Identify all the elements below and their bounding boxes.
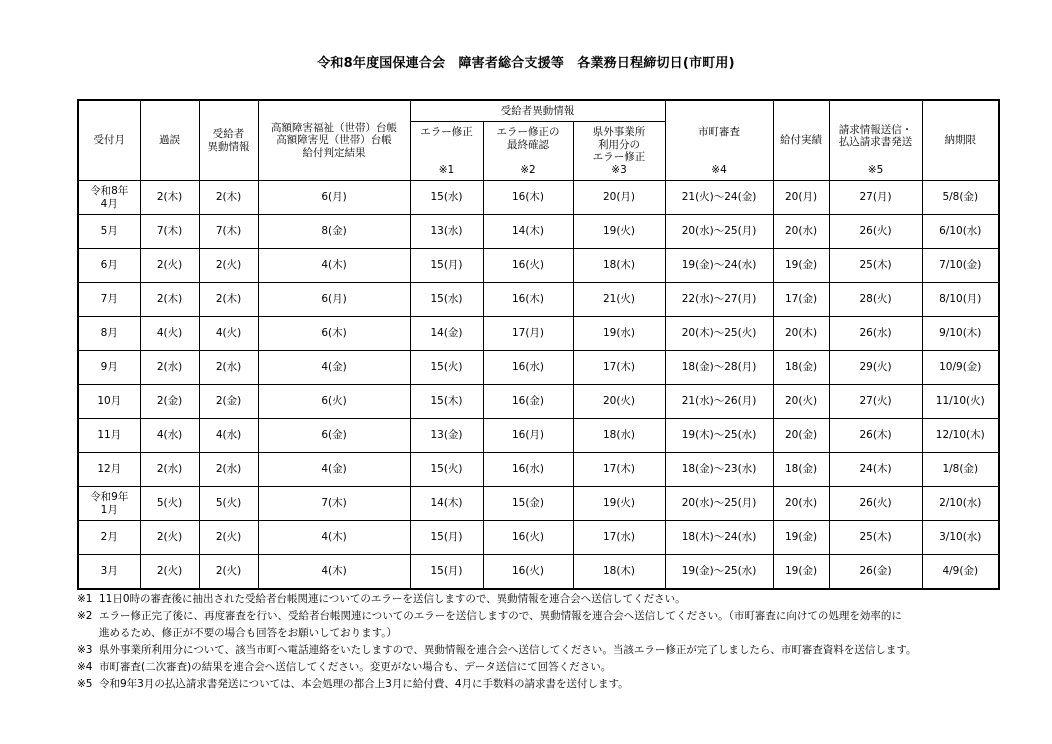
table-row bbox=[78, 419, 999, 453]
header-jukyusha: 受給者 異動情報 bbox=[199, 100, 258, 181]
cell-kogaku: 6(月) bbox=[258, 283, 410, 317]
cell-kyufu: 20(金) bbox=[773, 419, 829, 453]
cell-jukyu: 2(金) bbox=[199, 385, 258, 419]
cell-kogaku: 6(木) bbox=[258, 317, 410, 351]
cell-seikyu: 26(木) bbox=[829, 419, 922, 453]
cell-kyufu: 17(金) bbox=[773, 283, 829, 317]
table-row bbox=[78, 521, 999, 555]
footnote-text: エラー修正完了後に、再度審査を行い、受給者台帳関連についてのエラーを送信しますので、異動情報を連合会へ送信してください。（市町審査に向けての処理を効率的に bbox=[99, 610, 902, 622]
cell-shicho: 21(火)～24(金) bbox=[665, 181, 773, 215]
footnote-mark: ※5 bbox=[77, 678, 93, 690]
cell-final: 16(木) bbox=[483, 283, 573, 317]
header-error-final: エラー修正の 最終確認 ※2 bbox=[483, 122, 573, 181]
cell-kogaku: 4(木) bbox=[258, 521, 410, 555]
header-error-fix: エラー修正 ※1 bbox=[410, 122, 483, 181]
cell-shicho: 19(金)～24(水) bbox=[665, 249, 773, 283]
cell-kyufu: 20(火) bbox=[773, 385, 829, 419]
row-month: 6月 bbox=[78, 249, 140, 283]
cell-noki: 9/10(木) bbox=[922, 317, 999, 351]
cell-jukyu: 2(水) bbox=[199, 453, 258, 487]
footnote-line bbox=[77, 676, 1007, 693]
cell-jukyu: 2(水) bbox=[199, 351, 258, 385]
table-row bbox=[78, 249, 999, 283]
cell-pref: 21(火) bbox=[573, 283, 665, 317]
cell-shicho: 20(木)～25(火) bbox=[665, 317, 773, 351]
header-month: 受付月 bbox=[78, 100, 140, 181]
header-kago: 過誤 bbox=[140, 100, 199, 181]
header-noki: 納期限 bbox=[922, 100, 999, 181]
footnote-line bbox=[77, 625, 1007, 642]
cell-kyufu: 20(水) bbox=[773, 215, 829, 249]
cell-noki: 11/10(火) bbox=[922, 385, 999, 419]
cell-shicho: 18(木)～24(水) bbox=[665, 521, 773, 555]
cell-jukyu: 5(火) bbox=[199, 487, 258, 521]
cell-err: 13(水) bbox=[410, 215, 483, 249]
table-row bbox=[78, 317, 999, 351]
cell-kogaku: 4(木) bbox=[258, 555, 410, 590]
cell-seikyu: 29(火) bbox=[829, 351, 922, 385]
cell-err: 15(月) bbox=[410, 521, 483, 555]
row-month: 9月 bbox=[78, 351, 140, 385]
cell-shicho: 20(水)～25(月) bbox=[665, 215, 773, 249]
header-pref-out: 県外事業所 利用分の エラー修正 ※3 bbox=[573, 122, 665, 181]
row-month: 令和9年 1月 bbox=[78, 487, 140, 521]
cell-err: 15(水) bbox=[410, 283, 483, 317]
cell-noki: 4/9(金) bbox=[922, 555, 999, 590]
cell-final: 16(火) bbox=[483, 521, 573, 555]
cell-seikyu: 25(木) bbox=[829, 521, 922, 555]
table-row bbox=[78, 385, 999, 419]
footnotes bbox=[77, 591, 1007, 693]
schedule-body bbox=[78, 181, 999, 590]
cell-jukyu: 4(水) bbox=[199, 419, 258, 453]
row-month: 5月 bbox=[78, 215, 140, 249]
cell-seikyu: 26(火) bbox=[829, 487, 922, 521]
footnote-line bbox=[77, 659, 1007, 676]
table-row bbox=[78, 555, 999, 590]
footnote-text: 11日0時の審査後に抽出された受給者台帳関連についてのエラーを送信しますので、異動情報を連合会へ送信してください。 bbox=[99, 593, 686, 605]
footnote-mark: ※3 bbox=[77, 644, 93, 656]
cell-kago: 2(金) bbox=[140, 385, 199, 419]
cell-pref: 17(水) bbox=[573, 521, 665, 555]
cell-noki: 7/10(金) bbox=[922, 249, 999, 283]
cell-pref: 18(木) bbox=[573, 249, 665, 283]
cell-noki: 12/10(木) bbox=[922, 419, 999, 453]
cell-err: 15(月) bbox=[410, 555, 483, 590]
cell-kago: 2(水) bbox=[140, 453, 199, 487]
footnote-mark: ※1 bbox=[77, 593, 93, 605]
cell-kago: 2(木) bbox=[140, 181, 199, 215]
cell-kogaku: 6(金) bbox=[258, 419, 410, 453]
cell-err: 15(火) bbox=[410, 453, 483, 487]
schedule-table bbox=[77, 99, 1000, 590]
cell-noki: 6/10(水) bbox=[922, 215, 999, 249]
cell-seikyu: 26(火) bbox=[829, 215, 922, 249]
cell-noki: 1/8(金) bbox=[922, 453, 999, 487]
cell-jukyu: 2(木) bbox=[199, 181, 258, 215]
cell-kyufu: 19(金) bbox=[773, 521, 829, 555]
cell-err: 14(金) bbox=[410, 317, 483, 351]
footnote-mark bbox=[77, 625, 99, 642]
cell-shicho: 18(金)～23(水) bbox=[665, 453, 773, 487]
cell-pref: 18(水) bbox=[573, 419, 665, 453]
row-month: 10月 bbox=[78, 385, 140, 419]
cell-shicho: 19(金)～25(水) bbox=[665, 555, 773, 590]
header-shicho: 市町審査 ※4 bbox=[665, 100, 773, 181]
cell-final: 16(水) bbox=[483, 453, 573, 487]
row-month: 令和8年 4月 bbox=[78, 181, 140, 215]
cell-pref: 17(木) bbox=[573, 453, 665, 487]
cell-pref: 20(火) bbox=[573, 385, 665, 419]
cell-final: 17(月) bbox=[483, 317, 573, 351]
cell-pref: 19(火) bbox=[573, 215, 665, 249]
cell-noki: 8/10(月) bbox=[922, 283, 999, 317]
cell-shicho: 19(木)～25(水) bbox=[665, 419, 773, 453]
cell-seikyu: 27(火) bbox=[829, 385, 922, 419]
cell-seikyu: 28(火) bbox=[829, 283, 922, 317]
cell-err: 15(火) bbox=[410, 351, 483, 385]
cell-noki: 2/10(水) bbox=[922, 487, 999, 521]
cell-kyufu: 19(金) bbox=[773, 555, 829, 590]
cell-shicho: 18(金)～28(月) bbox=[665, 351, 773, 385]
cell-err: 15(木) bbox=[410, 385, 483, 419]
row-month: 8月 bbox=[78, 317, 140, 351]
cell-kogaku: 6(火) bbox=[258, 385, 410, 419]
cell-shicho: 20(水)～25(月) bbox=[665, 487, 773, 521]
cell-kago: 2(火) bbox=[140, 249, 199, 283]
row-month: 2月 bbox=[78, 521, 140, 555]
cell-kyufu: 18(金) bbox=[773, 453, 829, 487]
cell-kago: 7(木) bbox=[140, 215, 199, 249]
header-kyufu: 給付実績 bbox=[773, 100, 829, 181]
footnote-line bbox=[77, 642, 1007, 659]
cell-seikyu: 26(金) bbox=[829, 555, 922, 590]
row-month: 3月 bbox=[78, 555, 140, 590]
cell-pref: 19(水) bbox=[573, 317, 665, 351]
cell-kogaku: 4(金) bbox=[258, 453, 410, 487]
cell-err: 14(木) bbox=[410, 487, 483, 521]
cell-jukyu: 2(火) bbox=[199, 249, 258, 283]
footnote-text: 進めるため、修正が不要の場合も回答をお願いしております。） bbox=[99, 627, 397, 639]
cell-kago: 5(火) bbox=[140, 487, 199, 521]
footnote-mark: ※2 bbox=[77, 610, 93, 622]
cell-final: 16(火) bbox=[483, 249, 573, 283]
cell-pref: 20(月) bbox=[573, 181, 665, 215]
cell-pref: 17(木) bbox=[573, 351, 665, 385]
cell-kogaku: 8(金) bbox=[258, 215, 410, 249]
row-month: 11月 bbox=[78, 419, 140, 453]
cell-kyufu: 19(金) bbox=[773, 249, 829, 283]
cell-kago: 2(火) bbox=[140, 555, 199, 590]
cell-shicho: 21(水)～26(月) bbox=[665, 385, 773, 419]
table-row bbox=[78, 453, 999, 487]
cell-final: 16(月) bbox=[483, 419, 573, 453]
cell-shicho: 22(水)～27(月) bbox=[665, 283, 773, 317]
header-group-jukyusha-ido: 受給者異動情報 bbox=[410, 100, 665, 122]
footnote-text: 市町審査(二次審査)の結果を連合会へ送信してください。変更がない場合も、データ送信にて回答ください。 bbox=[99, 661, 612, 673]
cell-final: 16(火) bbox=[483, 555, 573, 590]
table-row bbox=[78, 351, 999, 385]
cell-kyufu: 20(月) bbox=[773, 181, 829, 215]
cell-err: 15(水) bbox=[410, 181, 483, 215]
footnote-mark: ※4 bbox=[77, 661, 93, 673]
cell-kogaku: 6(月) bbox=[258, 181, 410, 215]
cell-kogaku: 4(金) bbox=[258, 351, 410, 385]
cell-err: 13(金) bbox=[410, 419, 483, 453]
cell-final: 16(木) bbox=[483, 181, 573, 215]
cell-kago: 2(水) bbox=[140, 351, 199, 385]
cell-kyufu: 20(水) bbox=[773, 487, 829, 521]
cell-kago: 2(火) bbox=[140, 521, 199, 555]
cell-kago: 4(火) bbox=[140, 317, 199, 351]
header-kogaku: 高額障害福祉（世帯）台帳 高額障害児（世帯）台帳 給付判定結果 bbox=[258, 100, 410, 181]
page-title: 令和8年度国保連合会 障害者総合支援等 各業務日程締切日(市町用) bbox=[317, 56, 735, 71]
footnote-text: 令和9年3月の払込請求書発送については、本会処理の都合上3月に給付費、4月に手数料の請求書を送付します。 bbox=[99, 678, 629, 690]
cell-seikyu: 26(水) bbox=[829, 317, 922, 351]
cell-kago: 4(水) bbox=[140, 419, 199, 453]
cell-jukyu: 7(木) bbox=[199, 215, 258, 249]
cell-final: 16(水) bbox=[483, 351, 573, 385]
cell-kogaku: 4(木) bbox=[258, 249, 410, 283]
cell-noki: 3/10(水) bbox=[922, 521, 999, 555]
table-row bbox=[78, 283, 999, 317]
table-row bbox=[78, 487, 999, 521]
cell-kyufu: 18(金) bbox=[773, 351, 829, 385]
cell-seikyu: 24(木) bbox=[829, 453, 922, 487]
cell-final: 15(金) bbox=[483, 487, 573, 521]
cell-noki: 5/8(金) bbox=[922, 181, 999, 215]
cell-pref: 19(火) bbox=[573, 487, 665, 521]
cell-jukyu: 2(火) bbox=[199, 555, 258, 590]
cell-pref: 18(木) bbox=[573, 555, 665, 590]
header-seikyu: 請求情報送信・ 払込請求書発送 ※5 bbox=[829, 100, 922, 181]
cell-final: 14(木) bbox=[483, 215, 573, 249]
row-month: 12月 bbox=[78, 453, 140, 487]
footnote-text: 県外事業所利用分について、該当市町へ電話連絡をいたしますので、異動情報を連合会へ送信してください。当該エラー修正が完了しましたら、市町審査資料を送信します。 bbox=[99, 644, 917, 656]
cell-kago: 2(木) bbox=[140, 283, 199, 317]
table-row bbox=[78, 215, 999, 249]
cell-jukyu: 4(火) bbox=[199, 317, 258, 351]
cell-seikyu: 25(木) bbox=[829, 249, 922, 283]
cell-err: 15(月) bbox=[410, 249, 483, 283]
cell-kogaku: 7(木) bbox=[258, 487, 410, 521]
row-month: 7月 bbox=[78, 283, 140, 317]
table-row bbox=[78, 181, 999, 215]
footnote-line bbox=[77, 608, 1007, 625]
cell-jukyu: 2(木) bbox=[199, 283, 258, 317]
cell-seikyu: 27(月) bbox=[829, 181, 922, 215]
footnote-line bbox=[77, 591, 1007, 608]
cell-final: 16(金) bbox=[483, 385, 573, 419]
cell-jukyu: 2(火) bbox=[199, 521, 258, 555]
cell-kyufu: 20(木) bbox=[773, 317, 829, 351]
cell-noki: 10/9(金) bbox=[922, 351, 999, 385]
